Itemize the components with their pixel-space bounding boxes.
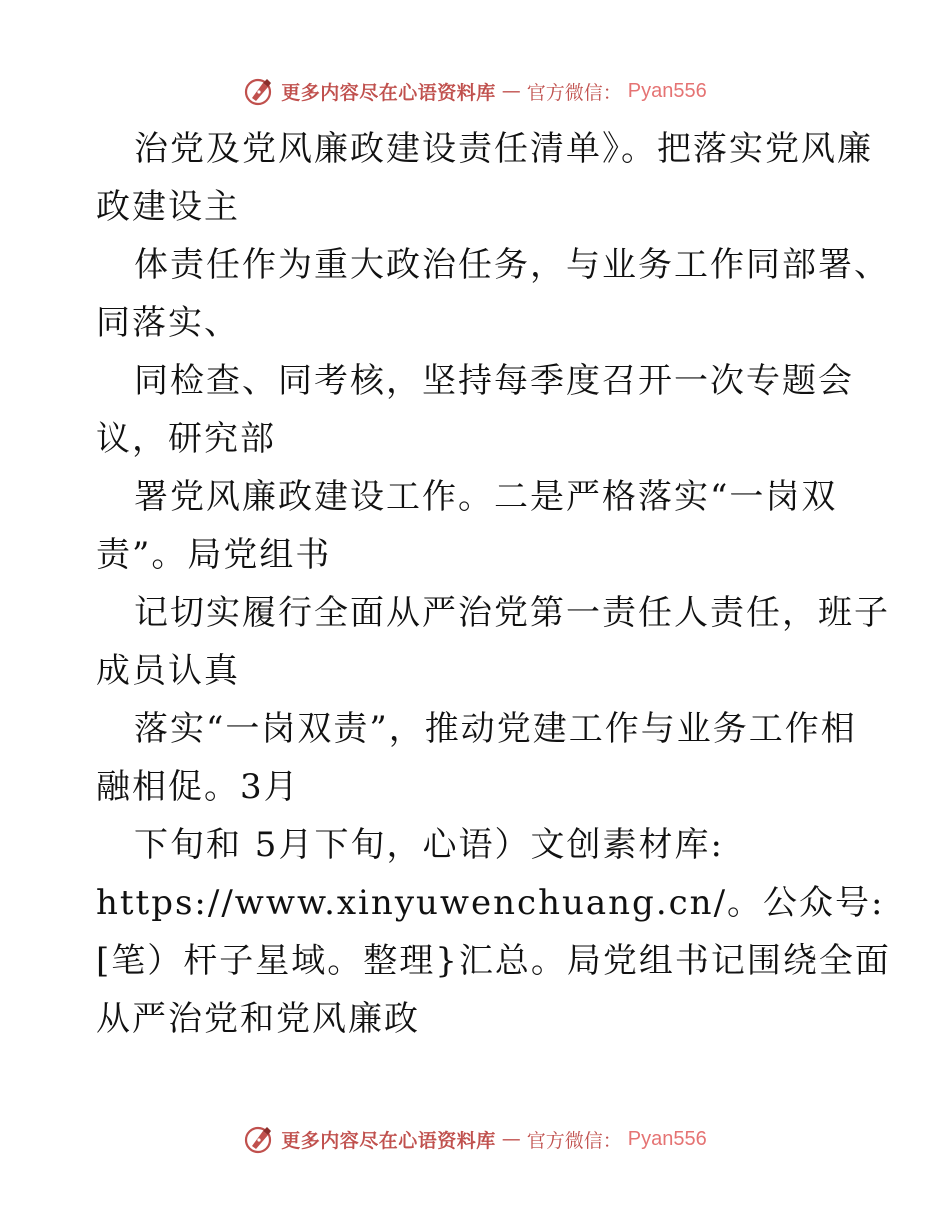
text-line: 责”。局党组书 — [96, 535, 332, 575]
body-text — [96, 120, 891, 1048]
url-line: https://www.xinyuwenchuang.cn/。公众号: — [96, 883, 885, 923]
footer-banner — [0, 1122, 950, 1156]
header-brand-text: 更多内容尽在心语资料库 — [281, 81, 496, 104]
text-line: 政建设主 — [96, 187, 240, 227]
text-line: 同落实、 — [96, 303, 240, 343]
text-line: 下旬和 5月下旬，心语）文创素材库: — [134, 825, 724, 865]
footer-separator: — — [501, 1128, 521, 1150]
text-line: [笔）杆子星域。整理}汇总。局党组书记围绕全面 — [96, 941, 891, 981]
text-line: 落实“一岗双责”，推动党建工作与业务工作相 — [134, 709, 857, 749]
footer-wechat-label: 官方微信： — [526, 1129, 622, 1152]
header-separator: — — [501, 80, 521, 102]
text-line: 融相促。3月 — [96, 767, 300, 807]
text-line: 从严治党和党风廉政 — [96, 999, 420, 1039]
text-line: 议，研究部 — [96, 419, 276, 459]
text-line: 记切实履行全面从严治党第一责任人责任，班子 — [134, 593, 890, 633]
text-line: 治党及党风廉政建设责任清单》。把落实党风廉 — [134, 129, 873, 169]
pen-nib-logo-icon — [243, 75, 275, 107]
header-wechat-label: 官方微信： — [526, 81, 622, 104]
header-account: Pyan556 — [627, 79, 707, 102]
pen-nib-logo-icon — [243, 1123, 275, 1155]
text-line: 体责任作为重大政治任务，与业务工作同部署、 — [134, 245, 890, 285]
text-line: 署党风廉政建设工作。二是严格落实“一岗双 — [134, 477, 838, 517]
footer-account: Pyan556 — [627, 1127, 707, 1150]
header-banner — [0, 74, 950, 108]
text-line: 成员认真 — [96, 651, 240, 691]
footer-brand-text: 更多内容尽在心语资料库 — [281, 1129, 496, 1152]
text-line: 同检查、同考核，坚持每季度召开一次专题会 — [134, 361, 854, 401]
